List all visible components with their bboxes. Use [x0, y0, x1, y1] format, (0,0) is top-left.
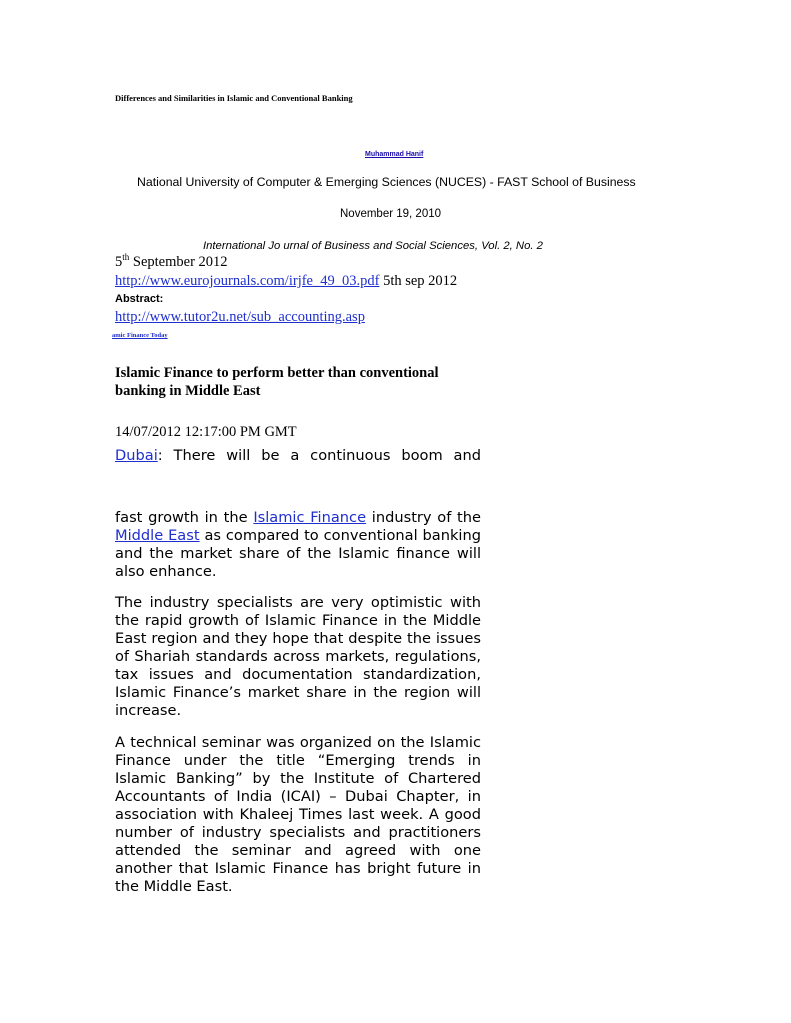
islamic-finance-link[interactable]: Islamic Finance	[253, 509, 367, 526]
publication-date: November 19, 2010	[340, 208, 442, 220]
eurojournals-link[interactable]: http://www.eurojournals.com/irjfe_49_03.pdf	[115, 273, 380, 289]
islamic-finance-today-link[interactable]: amic Finance Today	[112, 332, 168, 339]
reference-1-date: 5th sep 2012	[379, 273, 458, 289]
p2-text-a: fast growth in the	[115, 509, 254, 526]
access-date	[115, 254, 228, 271]
p2-text-b: industry of the	[366, 509, 482, 526]
dubai-link[interactable]: Dubai	[115, 447, 158, 464]
abstract-label: Abstract:	[115, 293, 164, 305]
access-date-number: 5	[115, 254, 123, 270]
paragraph-4	[115, 734, 481, 896]
intro-text	[115, 447, 481, 465]
p2-text-c: as compared to conventional banking and the market share of the Islamic finance will also enhance.	[115, 527, 481, 580]
document-title: Differences and Similarities in Islamic and Conventional Banking	[115, 93, 353, 103]
paragraph-3	[115, 594, 481, 720]
paragraph-intro	[115, 447, 481, 465]
reference-line-1	[115, 273, 457, 290]
tutor2u-link[interactable]: http://www.tutor2u.net/sub_accounting.asp	[115, 309, 365, 325]
affiliation: National University of Computer & Emerging Sciences (NUCES) - FAST School of Business	[137, 175, 636, 189]
paragraph-4-text: A technical seminar was organized on the Islamic Finance under the title “Emerging trends in Islamic Banking” by the Institute of Chartered Accountants of India (ICAI) – Dubai Chapter, in association with Khaleej Times last week. A good number of industry specialists and practitioners attended the seminar and agreed with one another that Islamic Finance has bright future in the Middle East.	[115, 734, 481, 895]
access-date-month: September 2012	[129, 254, 228, 270]
journal-citation: International Jo urnal of Business and Social Sciences, Vol. 2, No. 2	[203, 240, 543, 252]
paragraph-2-text	[115, 509, 481, 581]
middle-east-link[interactable]: Middle East	[115, 527, 200, 544]
access-date-ordinal: th	[122, 252, 130, 263]
headline-line-1: Islamic Finance to perform better than conventional	[115, 365, 439, 381]
intro-rest: : There will be a continuous boom and	[157, 447, 481, 464]
author-link[interactable]: Muhammad Hanif	[365, 151, 424, 158]
paragraph-3-text: The industry specialists are very optimistic with the rapid growth of Islamic Finance in the Middle East region and they hope that despite the issues of Shariah standards across markets, regulations, tax issues and documentation standardization, Islamic Finance’s market share in the region will increase.	[115, 594, 481, 719]
paragraph-2	[115, 509, 481, 581]
article-headline	[115, 364, 439, 400]
headline-line-2: banking in Middle East	[115, 383, 261, 399]
article-timestamp: 14/07/2012 12:17:00 PM GMT	[115, 424, 297, 440]
